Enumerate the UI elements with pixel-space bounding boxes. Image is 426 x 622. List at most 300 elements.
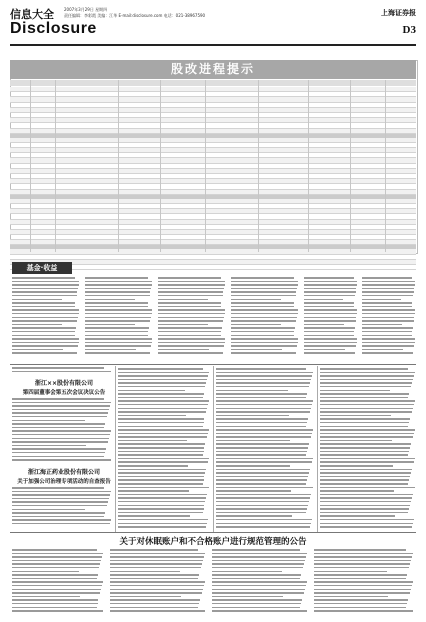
text-line	[118, 515, 190, 517]
text-line	[216, 415, 289, 417]
text-line	[362, 284, 415, 286]
text-line	[12, 405, 110, 407]
text-line	[12, 501, 108, 503]
text-line	[12, 448, 106, 450]
text-line	[216, 483, 306, 485]
text-line	[118, 483, 203, 485]
text-line	[12, 335, 75, 337]
text-line	[314, 596, 388, 598]
text-line	[320, 497, 412, 499]
text-line	[212, 607, 300, 609]
text-line	[12, 549, 97, 551]
text-line	[320, 454, 408, 456]
text-line	[320, 526, 412, 528]
text-line	[216, 386, 309, 388]
text-line	[212, 581, 307, 583]
text-line	[110, 560, 203, 562]
table-column-divider	[308, 80, 309, 252]
text-line	[110, 574, 199, 576]
text-line	[12, 434, 110, 436]
text-line	[231, 327, 295, 329]
text-line	[314, 603, 407, 605]
text-line	[12, 352, 77, 354]
text-lines	[12, 367, 112, 372]
text-column	[158, 277, 226, 357]
text-line	[12, 306, 75, 308]
brand-subtitle: Disclosure	[10, 20, 97, 37]
text-line	[118, 501, 205, 503]
text-line	[314, 574, 407, 576]
text-line	[110, 603, 199, 605]
text-line	[158, 338, 225, 340]
announcement-column	[216, 368, 314, 530]
announcement-column	[118, 368, 210, 530]
text-line	[212, 592, 304, 594]
text-line	[320, 490, 394, 492]
text-line	[320, 390, 390, 392]
text-line	[320, 515, 395, 517]
text-line	[85, 277, 148, 279]
text-line	[212, 556, 306, 558]
text-line	[158, 335, 221, 337]
text-line	[304, 302, 354, 304]
text-line	[320, 436, 413, 438]
text-line	[12, 607, 97, 609]
notice-company-title: 浙江××股份有限公司	[34, 380, 94, 387]
text-line	[158, 288, 224, 290]
text-line	[314, 556, 412, 558]
text-line	[304, 338, 357, 340]
text-line	[12, 553, 103, 555]
text-line	[216, 501, 309, 503]
text-line	[320, 411, 412, 413]
text-line	[362, 277, 412, 279]
text-line	[118, 523, 207, 525]
text-line	[216, 372, 313, 374]
text-line	[118, 447, 204, 449]
text-line	[212, 563, 304, 565]
text-line	[216, 472, 309, 474]
text-line	[362, 349, 403, 351]
text-line	[12, 423, 105, 425]
text-line	[12, 452, 105, 454]
text-line	[12, 494, 110, 496]
text-line	[212, 585, 306, 587]
masthead	[10, 4, 416, 46]
text-line	[118, 461, 208, 463]
page-number: D3	[402, 24, 416, 36]
text-line	[216, 494, 311, 496]
text-line	[12, 313, 79, 315]
text-line	[231, 324, 281, 326]
text-line	[12, 327, 76, 329]
text-line	[110, 585, 204, 587]
text-line	[212, 560, 305, 562]
text-line	[320, 400, 415, 402]
text-line	[85, 313, 152, 315]
text-line	[304, 306, 354, 308]
text-line	[314, 610, 413, 612]
text-line	[231, 295, 296, 297]
text-line	[12, 367, 104, 369]
text-column	[304, 277, 358, 357]
text-line	[12, 556, 102, 558]
text-line	[12, 523, 110, 525]
text-line	[216, 400, 313, 402]
text-line	[362, 331, 412, 333]
text-lines	[118, 368, 210, 528]
text-line	[110, 599, 200, 601]
text-line	[231, 299, 281, 301]
announcement-column	[212, 549, 308, 617]
text-line	[320, 426, 408, 428]
text-line	[12, 345, 78, 347]
text-line	[212, 567, 303, 569]
text-line	[362, 317, 414, 319]
text-line	[158, 295, 223, 297]
text-line	[118, 508, 204, 510]
text-line	[362, 342, 415, 344]
text-line	[320, 505, 410, 507]
text-line	[231, 284, 298, 286]
text-line	[118, 372, 209, 374]
text-line	[12, 371, 111, 373]
text-line	[304, 335, 354, 337]
text-line	[231, 306, 294, 308]
text-line	[12, 596, 80, 598]
text-line	[216, 526, 310, 528]
table-body	[10, 87, 416, 253]
announcement-column	[110, 549, 206, 617]
text-line	[118, 379, 207, 381]
text-line	[158, 324, 208, 326]
text-line	[118, 472, 205, 474]
text-line	[314, 567, 409, 569]
text-line	[12, 291, 77, 293]
text-line	[118, 393, 204, 395]
text-lines	[12, 277, 80, 354]
text-line	[118, 429, 209, 431]
text-line	[314, 581, 413, 583]
text-line	[12, 277, 75, 279]
text-line	[362, 324, 402, 326]
text-line	[362, 302, 412, 304]
text-line	[216, 375, 312, 377]
text-lines	[85, 277, 153, 354]
text-line	[216, 476, 308, 478]
text-line	[118, 519, 208, 521]
text-line	[362, 313, 415, 315]
text-line	[304, 342, 357, 344]
text-line	[304, 327, 355, 329]
text-line	[158, 299, 208, 301]
text-line	[85, 331, 148, 333]
text-line	[314, 553, 413, 555]
text-line	[12, 416, 107, 418]
text-line	[304, 345, 356, 347]
text-line	[12, 445, 86, 447]
text-line	[314, 560, 411, 562]
text-line	[118, 422, 204, 424]
text-line	[85, 309, 152, 311]
text-line	[320, 458, 415, 460]
text-line	[158, 291, 223, 293]
text-line	[304, 277, 354, 279]
text-line	[212, 574, 301, 576]
text-line	[85, 302, 148, 304]
text-line	[304, 313, 357, 315]
text-line	[12, 581, 103, 583]
text-line	[216, 523, 311, 525]
text-line	[231, 342, 298, 344]
text-line	[12, 302, 75, 304]
text-line	[12, 420, 85, 422]
text-line	[231, 320, 296, 322]
text-line	[362, 299, 401, 301]
text-line	[320, 379, 413, 381]
text-line	[320, 368, 408, 370]
text-line	[320, 422, 409, 424]
text-line	[304, 320, 356, 322]
text-line	[320, 501, 411, 503]
text-line	[158, 309, 225, 311]
text-line	[12, 505, 107, 507]
text-line	[118, 415, 186, 417]
text-line	[320, 372, 415, 374]
text-line	[212, 599, 302, 601]
text-line	[85, 317, 151, 319]
text-line	[231, 288, 297, 290]
section-divider	[10, 532, 416, 533]
text-line	[118, 368, 203, 370]
text-lines	[12, 398, 112, 461]
text-column	[12, 277, 80, 357]
text-line	[216, 368, 306, 370]
text-line	[12, 338, 79, 340]
text-line	[118, 400, 209, 402]
text-line	[320, 472, 411, 474]
fund-notice-heading: 基金·收益	[12, 262, 72, 274]
text-line	[231, 281, 298, 283]
text-line	[85, 327, 149, 329]
text-line	[118, 436, 207, 438]
text-line	[231, 338, 298, 340]
text-line	[314, 589, 411, 591]
text-line	[118, 479, 204, 481]
text-line	[158, 345, 224, 347]
text-line	[304, 309, 357, 311]
text-line	[212, 596, 283, 598]
text-line	[158, 281, 225, 283]
text-line	[158, 306, 221, 308]
text-line	[118, 382, 206, 384]
column-rule	[317, 366, 318, 532]
text-line	[320, 465, 393, 467]
text-line	[118, 451, 204, 453]
text-line	[314, 578, 406, 580]
text-line	[12, 288, 78, 290]
text-lines	[320, 368, 416, 528]
text-lines	[12, 549, 104, 612]
text-line	[12, 519, 111, 521]
text-line	[304, 281, 357, 283]
text-line	[362, 320, 414, 322]
text-line	[304, 295, 355, 297]
text-line	[118, 454, 203, 456]
text-line	[12, 412, 108, 414]
text-line	[362, 335, 412, 337]
text-line	[216, 436, 311, 438]
text-line	[12, 487, 104, 489]
paper-name: 上海证券报	[381, 8, 416, 17]
text-column	[85, 277, 153, 357]
text-line	[320, 433, 414, 435]
text-line	[216, 447, 308, 449]
text-line	[362, 327, 413, 329]
text-line	[362, 295, 413, 297]
text-line	[118, 408, 207, 410]
text-line	[12, 560, 101, 562]
text-line	[320, 382, 412, 384]
text-line	[320, 512, 408, 514]
text-line	[320, 483, 408, 485]
text-line	[231, 309, 298, 311]
text-line	[216, 454, 306, 456]
text-line	[231, 317, 297, 319]
table-banner-title: 股改进程提示	[170, 62, 255, 76]
text-line	[12, 430, 111, 432]
text-line	[216, 512, 306, 514]
text-line	[158, 313, 225, 315]
table-banner	[10, 60, 416, 79]
text-line	[118, 497, 206, 499]
text-line	[118, 487, 209, 489]
text-lines	[216, 368, 314, 528]
text-line	[12, 456, 104, 458]
text-line	[12, 284, 79, 286]
table-header-row	[10, 80, 416, 86]
text-line	[85, 320, 150, 322]
text-line	[231, 331, 294, 333]
text-line	[314, 549, 406, 551]
notice-subtitle: 关于加强公司治理专项活动的自查报告	[17, 479, 111, 485]
text-line	[12, 498, 109, 500]
text-line	[85, 335, 148, 337]
text-line	[216, 433, 312, 435]
text-line	[320, 375, 414, 377]
text-line	[231, 352, 296, 354]
text-line	[118, 426, 203, 428]
text-line	[12, 491, 111, 493]
text-line	[216, 487, 313, 489]
text-line	[320, 494, 413, 496]
text-line	[85, 306, 148, 308]
text-column	[231, 277, 299, 357]
text-line	[212, 578, 300, 580]
text-line	[216, 469, 310, 471]
text-line	[304, 324, 344, 326]
text-line	[216, 479, 307, 481]
text-line	[304, 284, 357, 286]
text-line	[118, 494, 207, 496]
issue-info	[64, 7, 234, 19]
text-line	[304, 288, 356, 290]
text-line	[118, 375, 208, 377]
text-line	[216, 397, 306, 399]
text-line	[231, 335, 294, 337]
text-line	[362, 281, 415, 283]
notice-subtitle: 第四届董事会第五次会议决议公告	[22, 390, 106, 396]
text-line	[320, 404, 414, 406]
text-line	[110, 592, 202, 594]
text-line	[12, 317, 78, 319]
announcement-column	[314, 549, 414, 617]
text-line	[12, 342, 79, 344]
text-line	[362, 345, 414, 347]
text-column	[362, 277, 416, 357]
text-line	[216, 490, 291, 492]
text-line	[85, 345, 151, 347]
text-line	[216, 515, 292, 517]
text-line	[231, 277, 294, 279]
text-line	[320, 508, 409, 510]
text-line	[85, 338, 152, 340]
notice-body	[12, 398, 112, 463]
text-line	[362, 352, 413, 354]
text-line	[320, 393, 409, 395]
text-line	[216, 465, 290, 467]
text-line	[118, 465, 188, 467]
text-line	[158, 342, 225, 344]
table-column-divider	[258, 80, 259, 252]
text-line	[118, 458, 209, 460]
text-line	[320, 429, 415, 431]
text-line	[12, 324, 62, 326]
text-line	[12, 574, 98, 576]
text-line	[304, 349, 345, 351]
text-line	[362, 288, 414, 290]
text-line	[85, 281, 152, 283]
text-line	[85, 349, 136, 351]
text-line	[216, 408, 311, 410]
text-line	[216, 461, 312, 463]
text-line	[158, 317, 224, 319]
text-line	[12, 309, 79, 311]
text-line	[85, 295, 150, 297]
text-line	[212, 553, 307, 555]
text-line	[314, 592, 410, 594]
text-line	[320, 443, 411, 445]
text-line	[216, 390, 288, 392]
text-line	[216, 382, 310, 384]
table-column-divider	[350, 80, 351, 252]
text-line	[231, 313, 298, 315]
issue-line-editors: 责任编辑：李彩霞 美编：江华 E-mail:disclosure.com 电话：021-38967590	[64, 13, 206, 18]
text-line	[216, 426, 306, 428]
text-line	[12, 567, 99, 569]
table-column-divider	[30, 80, 31, 252]
text-line	[85, 288, 151, 290]
text-line	[158, 302, 221, 304]
notice-body	[12, 487, 112, 529]
notice-header-text	[12, 367, 112, 375]
text-line	[320, 469, 412, 471]
text-line	[118, 443, 205, 445]
text-line	[85, 299, 135, 301]
text-line	[12, 578, 97, 580]
text-lines	[158, 277, 226, 354]
text-line	[304, 317, 356, 319]
